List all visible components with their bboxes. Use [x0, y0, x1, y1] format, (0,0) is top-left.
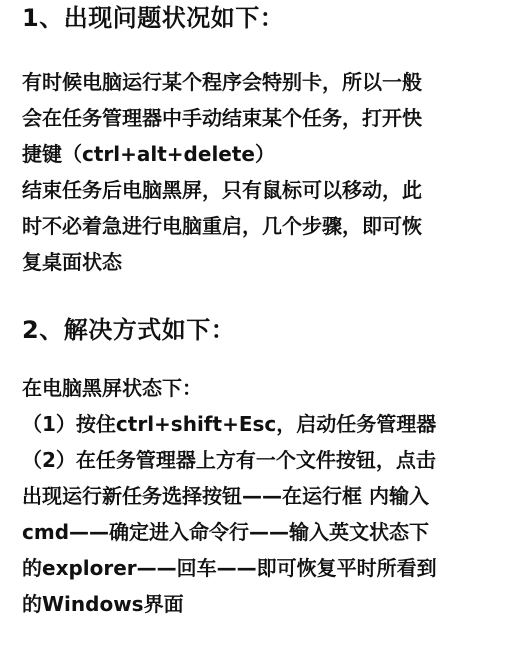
section-1-line: 会在任务管理器中手动结束某个任务，打开快	[22, 106, 422, 130]
section-1-line: 时不必着急进行电脑重启，几个步骤，即可恢	[22, 214, 422, 238]
section-1-heading: 1、出现问题状况如下：	[22, 4, 285, 32]
section-2-line: （2）在任务管理器上方有一个文件按钮，点击	[22, 448, 436, 472]
section-2-line: 出现运行新任务选择按钮——在运行框 内输入	[22, 484, 429, 508]
section-1-line: 有时候电脑运行某个程序会特别卡，所以一般	[22, 70, 422, 94]
section-2-line: （1）按住ctrl+shift+Esc，启动任务管理器	[22, 412, 437, 436]
section-2-heading: 2、解决方式如下：	[22, 316, 236, 344]
section-2-line: cmd——确定进入命令行——输入英文状态下	[22, 520, 430, 544]
section-2-body	[22, 373, 437, 619]
section-2-line: 的Windows界面	[22, 592, 184, 616]
section-2-line: 在电脑黑屏状态下：	[22, 376, 202, 400]
section-1-line: 复桌面状态	[22, 250, 122, 274]
section-1-body	[22, 67, 422, 277]
section-1-line: 捷键（ctrl+alt+delete）	[22, 142, 275, 166]
section-1-line: 结束任务后电脑黑屏，只有鼠标可以移动，此	[22, 178, 422, 202]
section-2-line: 的explorer——回车——即可恢复平时所看到	[22, 556, 437, 580]
